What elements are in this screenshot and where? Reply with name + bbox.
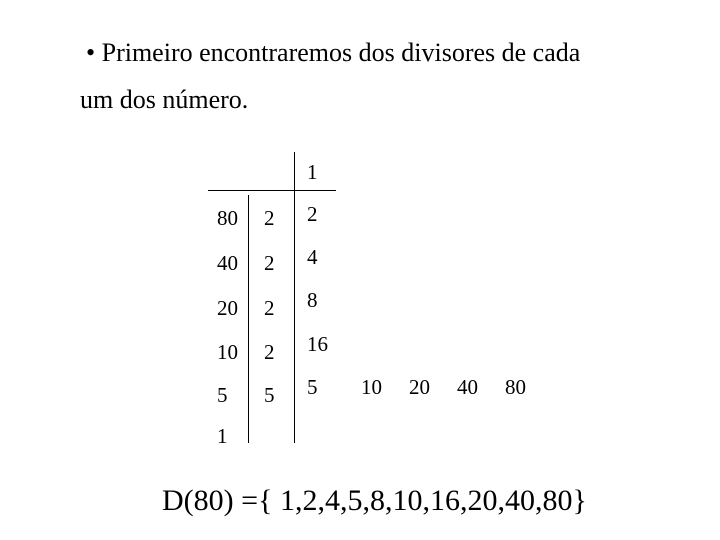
top-divisor: 1	[307, 160, 318, 184]
dividend-cell: 80	[217, 206, 238, 230]
divisor-cell: 16	[307, 332, 328, 356]
divisor-cell: 20	[409, 375, 430, 399]
prime-factor-cell: 5	[264, 383, 275, 407]
dividend-cell: 20	[217, 296, 238, 320]
divisor-cell: 4	[307, 245, 318, 269]
prime-factor-cell: 2	[264, 296, 275, 320]
divisor-cell: 8	[307, 288, 318, 312]
divisor-cell: 10	[361, 375, 382, 399]
divisor-cell: 2	[307, 202, 318, 226]
table-vertical-line-right	[294, 152, 295, 443]
divisor-cell: 40	[457, 375, 478, 399]
prime-factor-cell: 2	[264, 251, 275, 275]
dividend-cell: 1	[217, 424, 228, 448]
bullet-icon: •	[86, 38, 96, 67]
intro-line-1	[86, 40, 580, 66]
table-horizontal-line	[208, 190, 336, 191]
prime-factor-cell: 2	[264, 340, 275, 364]
table-vertical-line-left	[248, 195, 249, 443]
dividend-cell: 10	[217, 340, 238, 364]
intro-text-1: Primeiro encontraremos dos divisores de cada	[101, 38, 581, 67]
prime-factor-cell: 2	[264, 206, 275, 230]
divisor-cell: 5	[307, 375, 318, 399]
dividend-cell: 5	[217, 383, 228, 407]
divisor-set-result: D(80) ={ 1,2,4,5,8,10,16,20,40,80}	[162, 484, 587, 517]
intro-line-2: um dos número.	[80, 85, 249, 114]
dividend-cell: 40	[217, 251, 238, 275]
divisor-cell: 80	[505, 375, 526, 399]
